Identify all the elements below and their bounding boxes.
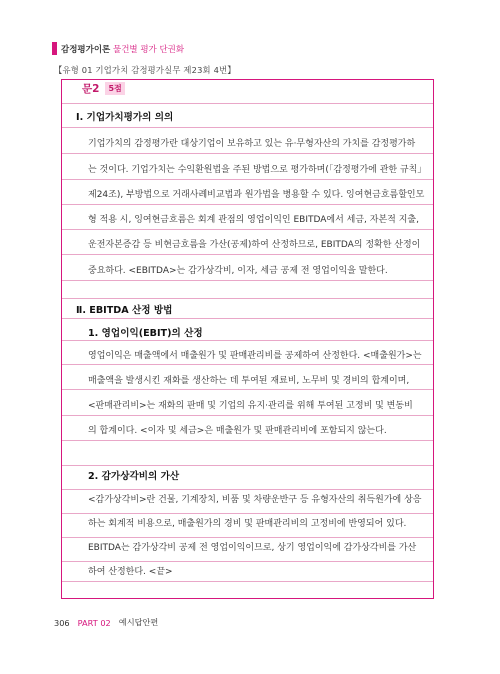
answer-box <box>61 79 434 599</box>
running-header <box>52 42 184 55</box>
paragraph-line: 기업가치의 감정평가란 대상기업이 보유하고 있는 유·무형자산의 가치를 감정평가하 <box>88 139 416 149</box>
paragraph-line: EBITDA는 감가상각비 공제 전 영업이익이므로, 상기 영업이익에 감가상각비를 가산 <box>88 543 417 553</box>
paragraph-line: 의 합계이다. <이자 및 세금>은 매출원가 및 판매관리비에 포함되지 않는다. <box>88 426 387 436</box>
footer-chapter: 예시답안편 <box>118 617 159 627</box>
paragraph-line: 매출액을 발생시킨 재화를 생산하는 데 투여된 재료비, 노무비 및 경비의 합계이며, <box>88 376 410 386</box>
header-book-title: 감정평가이론 <box>61 44 111 55</box>
section-2-title: Ⅱ. EBITDA 산정 방법 <box>76 305 173 316</box>
header-marker <box>52 42 57 55</box>
paragraph-line: 운전자본증감 등 비현금흐름을 가산(공제)하여 산정하므로, EBITDA의 정확한 산정이 <box>88 240 421 250</box>
paragraph-line: 제24조), 부방법으로 거래사례비교법과 원가법을 병용할 수 있다. 잉여현금흐름할인모 <box>88 190 425 200</box>
paragraph-line: 하는 회계적 비용으로, 매출원가의 경비 및 판매관리비의 고정비에 반영되어 있다. <box>88 519 407 529</box>
problem-label <box>82 81 125 96</box>
subsection-2-1-title: 1. 영업이익(EBIT)의 산정 <box>88 328 203 339</box>
paragraph-line: 영업이익은 매출액에서 매출원가 및 판매관리비를 공제하여 산정한다. <매출원가>는 <box>88 351 422 361</box>
section-1-title: Ⅰ. 기업가치평가의 의의 <box>76 112 174 123</box>
page-footer <box>54 617 158 628</box>
paragraph-line: 는 것이다. 기업가치는 수익환원법을 주된 방법으로 평가하며(｢감정평가에 관한 규칙｣ <box>88 165 422 175</box>
subsection-2-2-title: 2. 감가상각비의 가산 <box>88 471 180 482</box>
page-number: 306 <box>54 617 70 628</box>
paragraph-line: <판매관리비>는 재화의 판매 및 기업의 유지·관리를 위해 투여된 고정비 및 변동비 <box>88 401 413 411</box>
paragraph-line: <감가상각비>란 건물, 기계장치, 비품 및 차량운반구 등 유형자산의 취득원가에 상응 <box>88 495 422 505</box>
paragraph-line: 형 적용 시, 잉여현금흐름은 회계 관점의 영업이익인 EBITDA에서 세금, 자본적 지출, <box>88 215 419 225</box>
problem-number: 문2 <box>82 83 100 95</box>
paragraph-line: 하여 산정한다. <끝> <box>88 567 173 577</box>
points-badge: 5점 <box>105 82 124 95</box>
part-label: PART 02 <box>77 617 111 628</box>
paragraph-line: 중요하다. <EBITDA>는 감가상각비, 이자, 세금 공제 전 영업이익을 말한다. <box>88 266 388 276</box>
header-chapter-title: 물건별 평가 단권화 <box>112 44 185 55</box>
section-caption: 【유형 01 기업가치 감정평가실무 제23회 4번】 <box>54 65 236 75</box>
